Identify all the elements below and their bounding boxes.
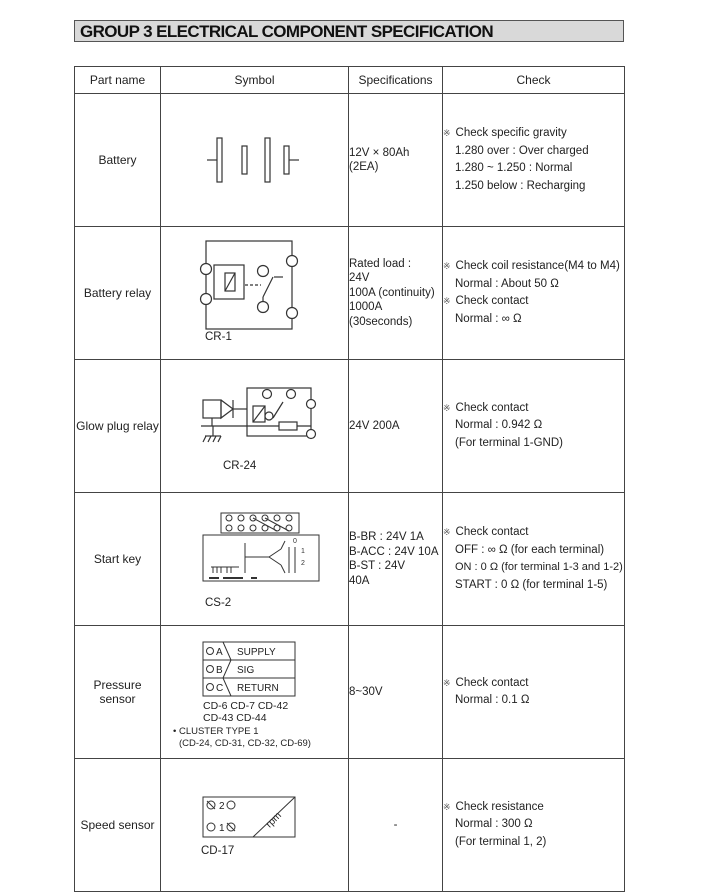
spec-line: 8~30V [349, 685, 383, 698]
spec-glow-plug-relay [349, 360, 443, 493]
check-line: Normal : ∞ Ω [455, 312, 522, 325]
check-line: Check contact [455, 401, 529, 414]
spec-line: 12V × 80Ah [349, 146, 410, 159]
start-key-symbol-icon [161, 493, 349, 625]
note-mark-icon: ※ [443, 402, 451, 413]
check-line: ON : 0 Ω (for terminal 1-3 and 1-2) [455, 561, 623, 573]
symbol-cell-battery [161, 94, 349, 227]
spec-line: 100A (continuity) [349, 286, 435, 299]
rpm-label: rpm [263, 810, 284, 831]
terminal-label: 0 [293, 538, 297, 545]
spec-line: - [393, 818, 398, 831]
check-line: (For terminal 1-GND) [455, 436, 563, 449]
terminal-label: 2 [301, 560, 305, 567]
spec-line: B-BR : 24V 1A [349, 531, 424, 543]
symbol-code-cr-24: CR-24 [223, 460, 257, 472]
table-row-battery-relay [75, 227, 625, 360]
part-name-battery: Battery [75, 94, 161, 227]
relay-symbol-icon [161, 227, 349, 359]
pin-label: C [216, 683, 224, 694]
check-start-key [443, 493, 625, 626]
spec-line: (30seconds) [349, 315, 413, 328]
symbol-cell-battery-relay [161, 227, 349, 360]
check-line: Check coil resistance(M4 to M4) [455, 260, 620, 272]
check-line: Check contact [455, 526, 529, 538]
table-row-start-key [75, 493, 625, 626]
signal-label: SIG [237, 665, 255, 676]
symbol-cell-pressure-sensor [161, 626, 349, 759]
pin-label: A [216, 647, 223, 658]
part-name-start-key: Start key [75, 493, 161, 626]
check-line: Normal : 300 Ω [455, 818, 533, 831]
check-speed-sensor [443, 759, 625, 892]
section-title-bar [74, 20, 624, 42]
symbol-cell-speed-sensor [161, 759, 349, 892]
spec-line: B-ACC : 24V 10A [349, 545, 439, 558]
check-line: Normal : 0.942 Ω [455, 419, 543, 432]
pin-label: B [216, 665, 223, 676]
spec-line: 24V [349, 272, 370, 285]
symbol-code-cs-2: CS-2 [205, 597, 232, 609]
note-mark-icon: ※ [443, 261, 451, 271]
symbol-code-cr-1: CR-1 [205, 331, 232, 343]
spec-pressure-sensor [349, 626, 443, 759]
signal-label: RETURN [237, 683, 279, 694]
table-header-row [75, 67, 625, 94]
spec-line: B-ST : 24V [349, 560, 406, 572]
spec-battery-relay [349, 227, 443, 360]
check-line: 1.280 over : Over charged [455, 144, 589, 157]
part-name-glow-plug-relay: Glow plug relay [75, 360, 161, 493]
spec-line: 40A [349, 574, 370, 587]
speed-sensor-symbol-icon [161, 759, 349, 891]
part-name-speed-sensor: Speed sensor [75, 759, 161, 892]
check-line: Check resistance [455, 800, 544, 813]
check-line: Check contact [455, 676, 529, 689]
table-row-glow-plug-relay [75, 360, 625, 493]
glow-relay-symbol-icon [161, 360, 349, 492]
note-mark-icon: ※ [443, 128, 451, 138]
symbol-note-line-2: (CD-24, CD-31, CD-32, CD-69) [179, 738, 311, 749]
signal-label: SUPPLY [237, 647, 276, 658]
component-spec-table [74, 66, 625, 892]
symbol-code-cd-17: CD-17 [201, 845, 235, 857]
spec-battery [349, 94, 443, 227]
pin-label: 1 [219, 823, 225, 834]
symbol-cell-start-key [161, 493, 349, 626]
header-symbol: Symbol [161, 67, 349, 94]
check-line: (For terminal 1, 2) [455, 835, 547, 848]
check-line: Check specific gravity [455, 127, 567, 139]
symbol-codes-line-2: CD-43 CD-44 [203, 712, 267, 724]
page-title: GROUP 3 ELECTRICAL COMPONENT SPECIFICATION [80, 22, 494, 41]
check-line: START : 0 Ω (for terminal 1-5) [455, 578, 608, 591]
header-check: Check [443, 67, 625, 94]
spec-speed-sensor [349, 759, 443, 892]
check-line: Normal : About 50 Ω [455, 277, 559, 290]
spec-line: 1000A [349, 301, 383, 314]
table-row-battery [75, 94, 625, 227]
table-row-pressure-sensor [75, 626, 625, 759]
symbol-note-line-1: • CLUSTER TYPE 1 [173, 726, 259, 737]
spec-line: Rated load : [349, 257, 412, 270]
check-line: OFF : ∞ Ω (for each terminal) [455, 543, 605, 556]
part-name-pressure-sensor: Pressure sensor [75, 626, 161, 759]
spec-line: 24V 200A [349, 419, 400, 432]
check-line: Check contact [455, 295, 529, 307]
symbol-codes-line-1: CD-6 CD-7 CD-42 [203, 700, 289, 712]
table-row-speed-sensor [75, 759, 625, 892]
symbol-cell-glow-plug-relay [161, 360, 349, 493]
spec-line: (2EA) [349, 161, 379, 173]
check-battery-relay [443, 227, 625, 360]
note-mark-icon: ※ [443, 527, 451, 537]
check-line: 1.250 below : Recharging [455, 179, 586, 192]
check-line: Normal : 0.1 Ω [455, 694, 530, 706]
terminal-label: 1 [301, 548, 305, 555]
note-mark-icon: ※ [443, 801, 451, 812]
pin-label: 2 [219, 801, 225, 812]
part-name-battery-relay: Battery relay [75, 227, 161, 360]
header-part-name: Part name [75, 67, 161, 94]
check-pressure-sensor [443, 626, 625, 759]
note-mark-icon: ※ [443, 677, 451, 688]
header-specifications: Specifications [349, 67, 443, 94]
battery-symbol-icon [161, 94, 349, 226]
spec-start-key [349, 493, 443, 626]
check-glow-plug-relay [443, 360, 625, 493]
note-mark-icon: ※ [443, 296, 451, 306]
check-battery [443, 94, 625, 227]
check-line: 1.280 ~ 1.250 : Normal [455, 162, 573, 174]
